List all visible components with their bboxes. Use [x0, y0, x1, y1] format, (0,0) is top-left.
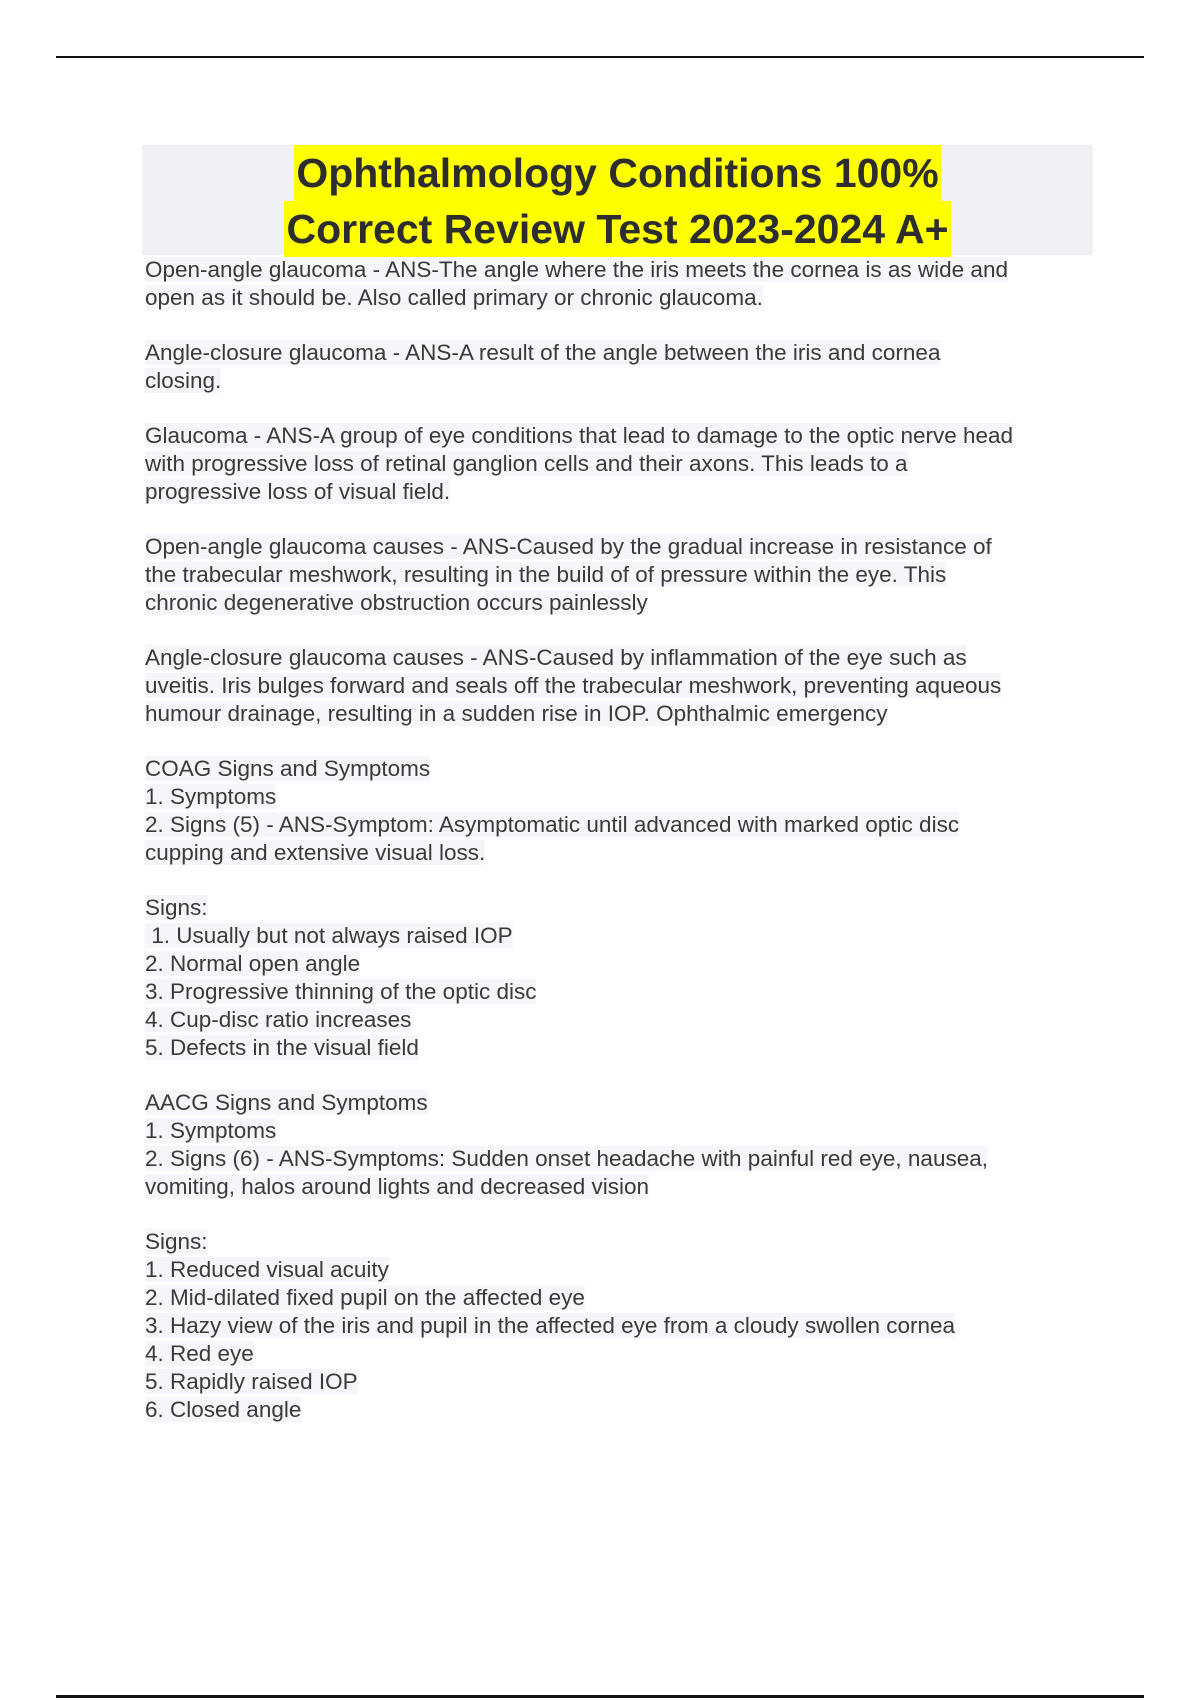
entry-line-text: 3. Progressive thinning of the optic disc: [145, 979, 537, 1004]
entry-line-text: COAG Signs and Symptoms: [145, 756, 431, 781]
document-title: [142, 145, 1093, 255]
entry-line: [145, 1340, 1095, 1368]
entry-line-text: chronic degenerative obstruction occurs painlessly: [145, 590, 648, 615]
entry-line: [145, 367, 1095, 395]
entry-line: [145, 978, 1095, 1006]
entry-line-text: 2. Signs (6) - ANS-Symptoms: Sudden onset headache with painful red eye, nausea,: [145, 1146, 988, 1171]
entry-line-text: cupping and extensive visual loss.: [145, 840, 486, 865]
entry-line-text: vomiting, halos around lights and decreased vision: [145, 1174, 650, 1199]
entry-line: [145, 839, 1095, 867]
entry-line: [145, 922, 1095, 950]
entry-line: [145, 1089, 1095, 1117]
entry-line-text: Open-angle glaucoma causes - ANS-Caused by the gradual increase in resistance of: [145, 534, 992, 559]
title-line-1: Ophthalmology Conditions 100%: [294, 145, 940, 201]
entry-line-text: 5. Defects in the visual field: [145, 1035, 419, 1060]
entry-line-text: Open-angle glaucoma - ANS-The angle where the iris meets the cornea is as wide and: [145, 257, 1008, 282]
entry-line: [145, 700, 1095, 728]
entry-line-text: uveitis. Iris bulges forward and seals off the trabecular meshwork, preventing aqueous: [145, 673, 1002, 698]
entry-line: [145, 1034, 1095, 1062]
entry-line: [145, 1396, 1095, 1424]
entry-line: [145, 755, 1095, 783]
entry-line-text: 2. Signs (5) - ANS-Symptom: Asymptomatic until advanced with marked optic disc: [145, 812, 960, 837]
entry-line-text: 1. Symptoms: [145, 784, 277, 809]
entry-line: [145, 644, 1095, 672]
entry-line-text: 2. Normal open angle: [145, 951, 361, 976]
entry-line-text: progressive loss of visual field.: [145, 479, 451, 504]
entry-line-text: 1. Symptoms: [145, 1118, 277, 1143]
bottom-divider: [56, 1695, 1144, 1698]
qa-entry: [145, 1089, 1095, 1201]
entry-line-text: humour drainage, resulting in a sudden rise in IOP. Ophthalmic emergency: [145, 701, 888, 726]
entry-line: [145, 1145, 1095, 1173]
qa-entry: [145, 894, 1095, 1062]
entry-line-text: Signs:: [145, 1229, 208, 1254]
title-line-2: Correct Review Test 2023-2024 A+: [284, 201, 950, 257]
entry-line: [145, 950, 1095, 978]
entry-line: [145, 1312, 1095, 1340]
entry-line: [145, 478, 1095, 506]
qa-entry: [145, 1228, 1095, 1424]
entry-line: [145, 561, 1095, 589]
entry-line: [145, 1256, 1095, 1284]
entry-line-text: 5. Rapidly raised IOP: [145, 1369, 358, 1394]
entry-line: [145, 256, 1095, 284]
entry-line-text: 3. Hazy view of the iris and pupil in the affected eye from a cloudy swollen cornea: [145, 1313, 956, 1338]
entry-line-text: 4. Cup-disc ratio increases: [145, 1007, 412, 1032]
entry-line: [145, 1173, 1095, 1201]
entry-line-text: 1. Reduced visual acuity: [145, 1257, 389, 1282]
qa-entry: [145, 755, 1095, 867]
entry-line-text: Signs:: [145, 895, 208, 920]
entry-line-text: closing.: [145, 368, 222, 393]
entry-line-text: 2. Mid-dilated fixed pupil on the affected eye: [145, 1285, 585, 1310]
entry-line: [145, 339, 1095, 367]
entry-line: [145, 1284, 1095, 1312]
entry-line: [145, 783, 1095, 811]
entry-line: [145, 1228, 1095, 1256]
qa-entry: [145, 339, 1095, 395]
entry-line: [145, 672, 1095, 700]
entry-line-text: AACG Signs and Symptoms: [145, 1090, 428, 1115]
entry-line-text: the trabecular meshwork, resulting in the build of of pressure within the eye. This: [145, 562, 947, 587]
entry-line: [145, 450, 1095, 478]
entry-line: [145, 811, 1095, 839]
qa-entry: [145, 422, 1095, 506]
entry-line: [145, 533, 1095, 561]
qa-entry: [145, 256, 1095, 312]
entry-line-text: 6. Closed angle: [145, 1397, 302, 1422]
qa-entry: [145, 644, 1095, 728]
entry-line: [145, 894, 1095, 922]
entry-line: [145, 284, 1095, 312]
entry-line: [145, 589, 1095, 617]
entry-line-text: with progressive loss of retinal ganglion cells and their axons. This leads to a: [145, 451, 908, 476]
entry-line: [145, 1117, 1095, 1145]
entry-line-text: Angle-closure glaucoma - ANS-A result of the angle between the iris and cornea: [145, 340, 941, 365]
top-divider: [56, 56, 1144, 58]
qa-entry: [145, 533, 1095, 617]
entry-line-text: 1. Usually but not always raised IOP: [145, 923, 513, 948]
entry-line-text: 4. Red eye: [145, 1341, 254, 1366]
entry-line-text: Glaucoma - ANS-A group of eye conditions that lead to damage to the optic nerve head: [145, 423, 1014, 448]
entry-line: [145, 1006, 1095, 1034]
entry-line-text: Angle-closure glaucoma causes - ANS-Caused by inflammation of the eye such as: [145, 645, 967, 670]
entry-line-text: open as it should be. Also called primary or chronic glaucoma.: [145, 285, 763, 310]
entry-line: [145, 1368, 1095, 1396]
entry-line: [145, 422, 1095, 450]
document-body: [145, 256, 1095, 1451]
